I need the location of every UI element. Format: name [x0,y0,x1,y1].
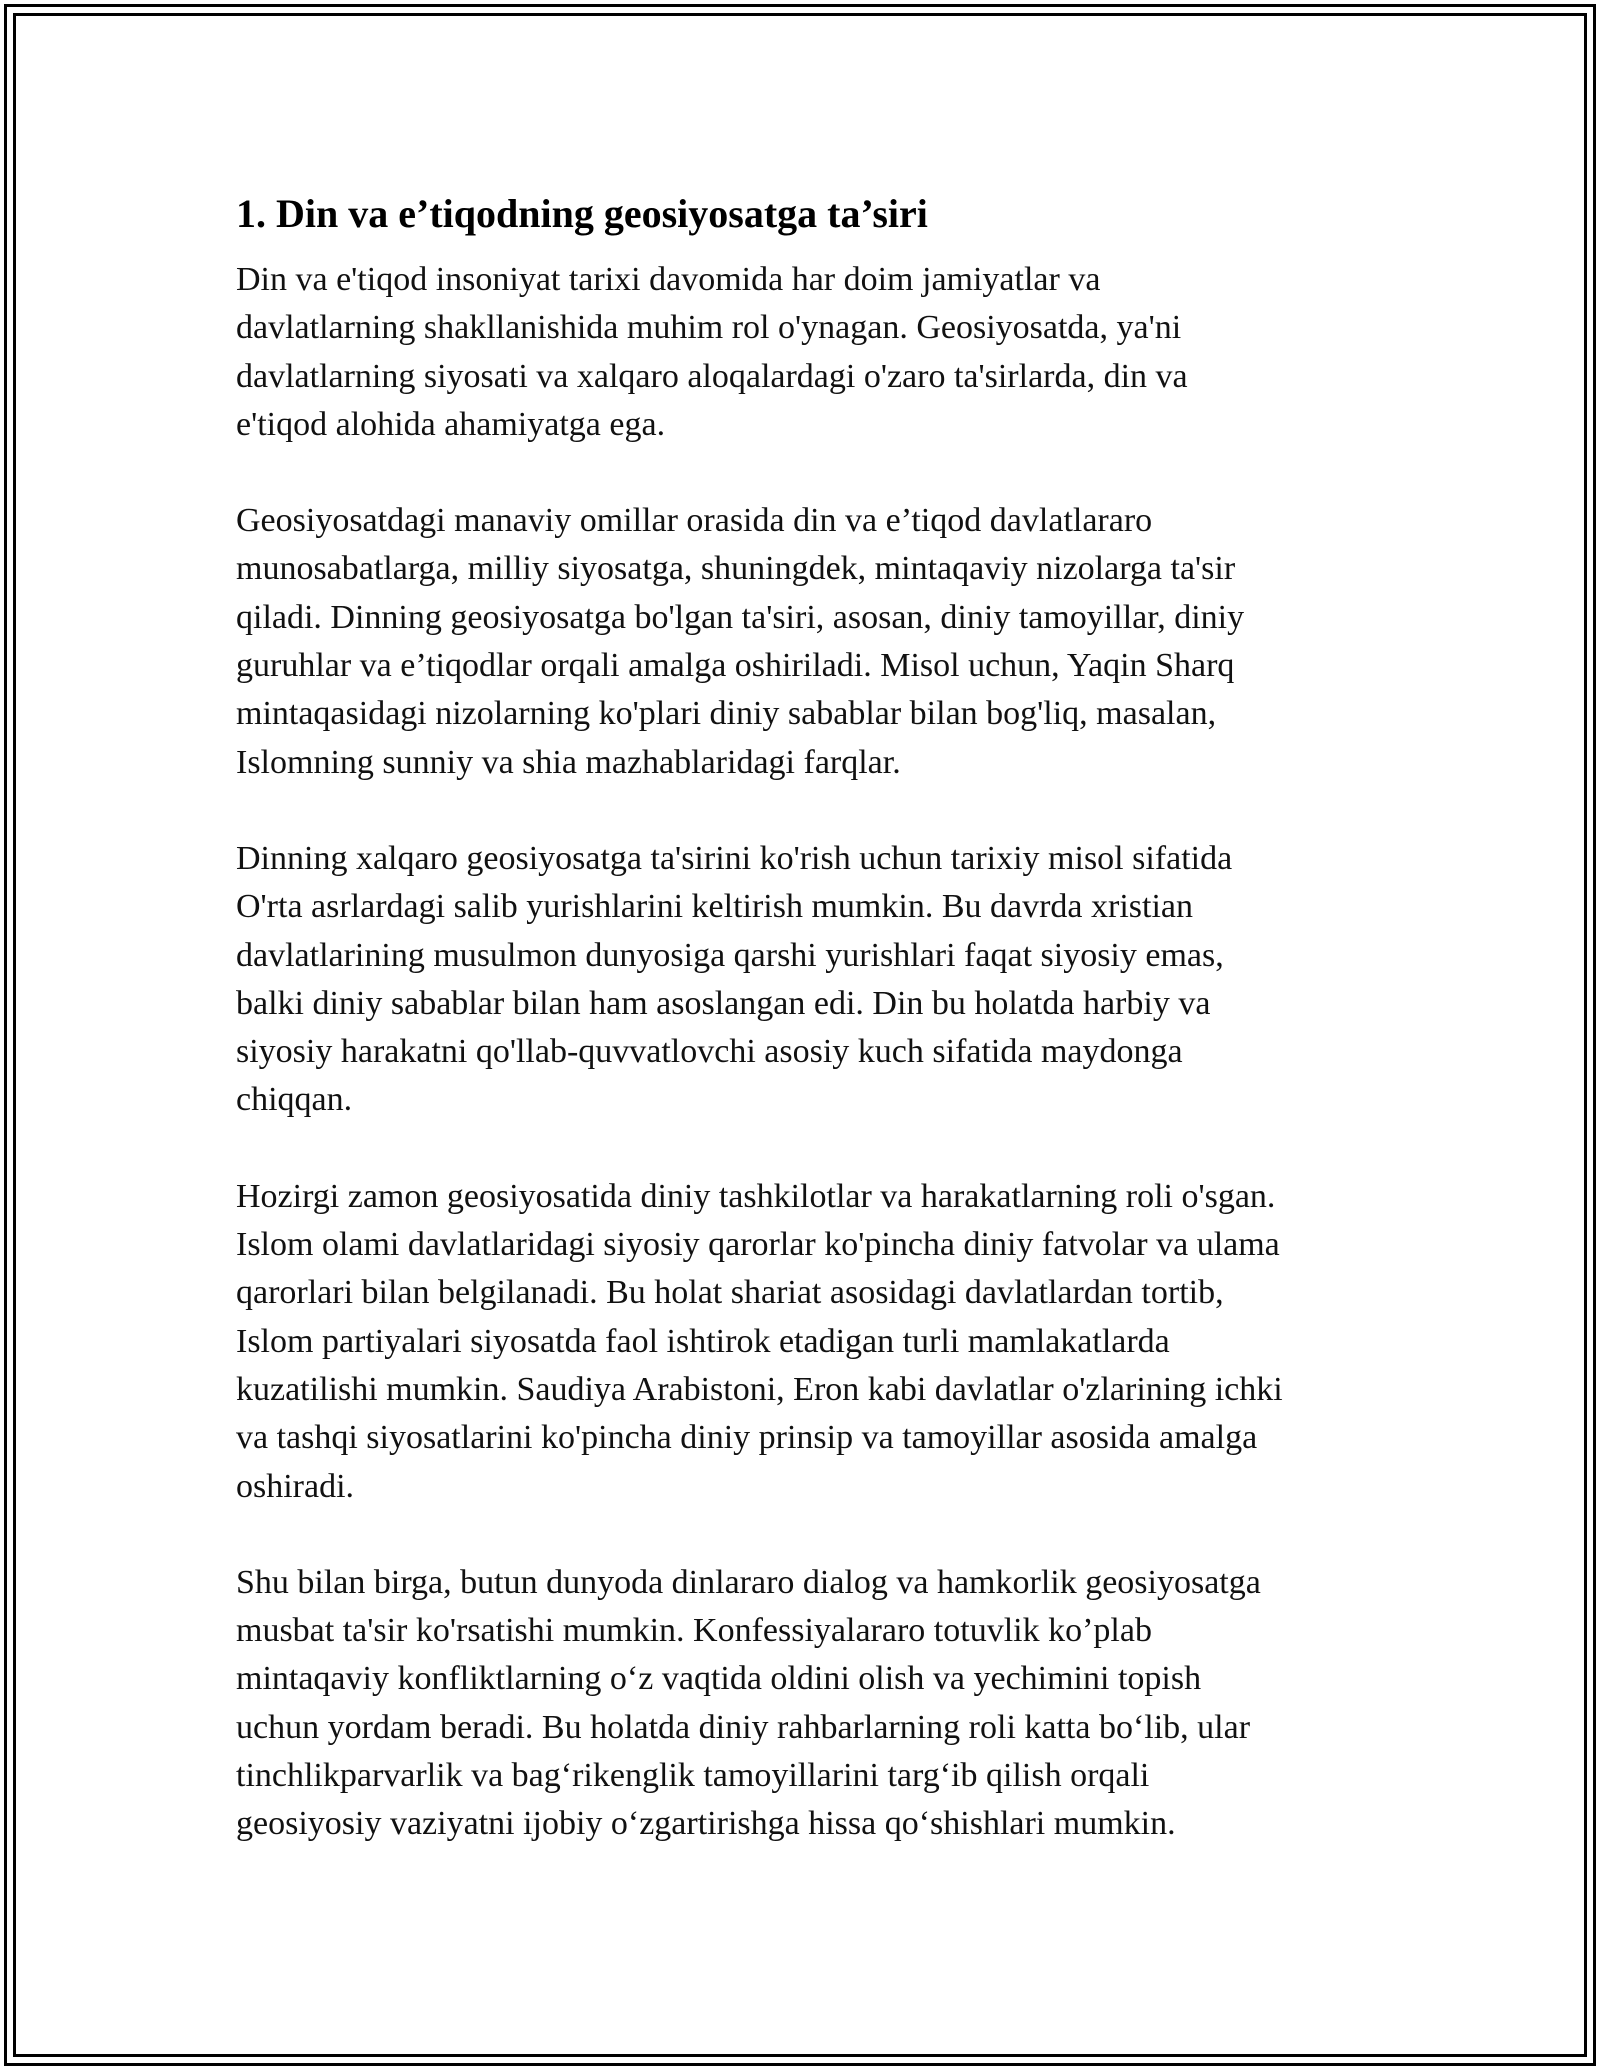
text-line: O'rta asrlardagi salib yurishlarini keltirish mumkin. Bu davrda xristian [236,888,1193,926]
document-body [236,186,1396,1849]
text-line: tinchlikparvarlik va bag‘rikenglik tamoyillarini targ‘ib qilish orqali [236,1757,1150,1795]
text-line: balki diniy sabablar bilan ham asoslangan edi. Din bu holatda harbiy va [236,984,1211,1022]
text-line: Hozirgi zamon geosiyosatida diniy tashkilotlar va harakatlarning roli o'sgan. [236,1177,1276,1215]
section-heading: 1. Din va e’tiqodning geosiyosatga ta’siri [236,191,928,236]
text-line: Islomning sunniy va shia mazhablaridagi farqlar. [236,743,901,781]
text-line: mintaqaviy konfliktlarning o‘z vaqtida oldini olish va yechimini topish [236,1660,1202,1698]
text-line: davlatlarning shakllanishida muhim rol o'ynagan. Geosiyosatda, ya'ni [236,309,1182,347]
text-line: uchun yordam beradi. Bu holatda diniy rahbarlarning roli katta bo‘lib, ular [236,1708,1251,1746]
text-line: Islom partiyalari siyosatda faol ishtirok etadigan turli mamlakatlarda [236,1322,1170,1360]
text-line: geosiyosiy vaziyatni ijobiy o‘zgartirishga hissa qo‘shishlari mumkin. [236,1805,1176,1843]
text-line: munosabatlarga, milliy siyosatga, shuningdek, mintaqaviy nizolarga ta'sir [236,550,1236,588]
text-line: mintaqasidagi nizolarning ko'plari diniy sabablar bilan bog'liq, masalan, [236,695,1217,733]
text-line: Shu bilan birga, butun dunyoda dinlararo dialog va hamkorlik geosiyosatga [236,1563,1261,1601]
text-line: va tashqi siyosatlarini ko'pincha diniy prinsip va tamoyillar asosida amalga [236,1419,1258,1457]
text-line: Dinning xalqaro geosiyosatga ta'sirini ko'rish uchun tarixiy misol sifatida [236,839,1233,877]
text-line: Islom olami davlatlaridagi siyosiy qarorlar ko'pincha diniy fatvolar va ulama [236,1226,1280,1264]
text-line: davlatlarining musulmon dunyosiga qarshi yurishlari faqat siyosiy emas, [236,936,1224,974]
paragraph-2 [236,497,1396,787]
paragraph-3 [236,835,1396,1125]
paragraph-1 [236,256,1396,449]
text-line: kuzatilishi mumkin. Saudiya Arabistoni, Eron kabi davlatlar o'zlarining ichki [236,1370,1283,1408]
text-line: qiladi. Dinning geosiyosatga bo'lgan ta'siri, asosan, diniy tamoyillar, diniy [236,598,1245,636]
text-line: siyosiy harakatni qo'llab-quvvatlovchi asosiy kuch sifatida maydonga [236,1033,1183,1071]
text-line: e'tiqod alohida ahamiyatga ega. [236,405,666,443]
text-line: musbat ta'sir ko'rsatishi mumkin. Konfessiyalararo totuvlik ko’plab [236,1612,1152,1650]
text-line: Din va e'tiqod insoniyat tarixi davomida har doim jamiyatlar va [236,261,1101,298]
paragraph-4 [236,1173,1396,1511]
text-line: guruhlar va e’tiqodlar orqali amalga oshiriladi. Misol uchun, Yaqin Sharq [236,647,1235,685]
text-line: davlatlarning siyosati va xalqaro aloqalardagi o'zaro ta'sirlarda, din va [236,357,1188,395]
paragraph-5 [236,1559,1396,1849]
text-line: qarorlari bilan belgilanadi. Bu holat shariat asosidagi davlatlardan tortib, [236,1274,1224,1312]
text-line: Geosiyosatdagi manaviy omillar orasida din va e’tiqod davlatlararo [236,502,1153,540]
text-line: oshiradi. [236,1467,355,1505]
text-line: chiqqan. [236,1081,353,1119]
